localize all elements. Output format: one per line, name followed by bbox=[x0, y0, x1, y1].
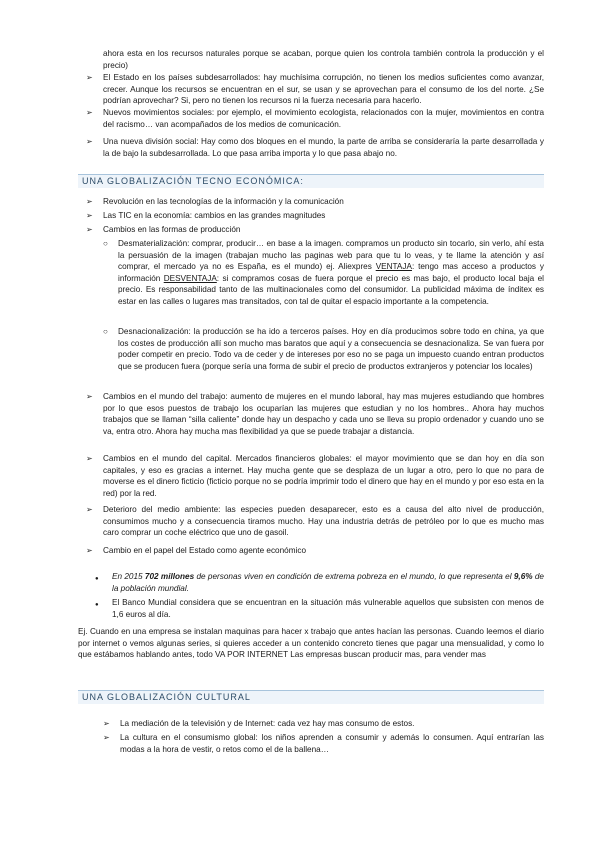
list-item: Deterioro del medio ambiente: las especies pueden desaparecer, esto es a causa del alto nivel de producción, consumimos mucho y a consecuencia tiramos mucho. Hay una industria detrás de petróleo por lo que es mucho mas caro comprar un coche eléctrico que uno de gasoil. bbox=[103, 505, 544, 537]
dot-bullet-icon: ● bbox=[95, 576, 99, 582]
sublist-item: Desmaterialización: comprar, producir… en base a la imagen. compramos un producto sin tocarlo, sin verlo, ahí esta la persuasión de la imagen (trabajan mucho las paginas web para que tu lo veas, y te llame la atención y así comprar, el mercado ya no es España, es el mundo) ej. Aliexpres VENTAJA: tengo mas acceso a productos y información DESVENTAJA: si compramos cosas de fuera porque el precio es mas bajo, el producto local baja el precio. Es responsabilidad tanto de las multinacionales como del consumidor. La publicidad máxima de índitex es estar en las calles o lugares mas transitados, con tal de quitar el espacio importante a la competencia. bbox=[118, 239, 544, 306]
arrow-bullet-icon: ➢ bbox=[86, 137, 93, 146]
arrow-bullet-icon: ➢ bbox=[86, 73, 93, 82]
arrow-bullet-icon: ➢ bbox=[103, 719, 110, 728]
example-paragraph: Ej. Cuando en una empresa se instalan maquinas para hacer x trabajo que antes hacían las personas. Cuando leemos el diario por internet o vemos algunas series, si quieres acceder a un contenido concreto tienes que pagar una mensualidad, y como lo que estábamos hablando antes, todo VA POR INTERNET Las empresas buscan producir mas, para vender mas bbox=[78, 627, 544, 659]
list-item: Cambios en el mundo del capital. Mercados financieros globales: el mayor movimiento que se dan hoy en día son capitales, y eso es gracias a internet. Hay mucha gente que se desplaza de un lugar a otro, pero lo que no para de moverse es el dinero ficticio (ficticio porque no se podría imprimir todo el dinero que hay en el mundo y por eso esta en la red) por la red. bbox=[103, 454, 544, 498]
circle-bullet-icon: ○ bbox=[103, 327, 108, 336]
arrow-bullet-icon: ➢ bbox=[86, 197, 93, 206]
continued-text: ahora esta en los recursos naturales porque se acaban, porque quien los controla también controla la producción y el precio) bbox=[103, 49, 544, 70]
arrow-bullet-icon: ➢ bbox=[103, 733, 110, 742]
arrow-bullet-icon: ➢ bbox=[86, 505, 93, 514]
arrow-bullet-icon: ➢ bbox=[86, 108, 93, 117]
list-item: Una nueva división social: Hay como dos bloques en el mundo, la parte de arriba se consideraría la parte desarrollada y la de bajo la subdesarrollada. Lo que pasa arriba importa y lo que pasa abajo no. bbox=[103, 137, 544, 158]
list-item: Cambios en el mundo del trabajo: aumento de mujeres en el mundo laboral, hay mas mujeres estudiando que hombres por lo que esos puestos de trabajo los ocuparían las mujeres que estudian y no los hombres.. Ahora hay muchos trabajos que se llaman “silla caliente” donde hay un despacho y cada uno se lleva su propio ordenador y cuando uno se va, entra otro. Ahora hay mucha mas flexibilidad ya que se puede trabajar a distancia. bbox=[103, 392, 544, 436]
list-item: La mediación de la televisión y de Internet: cada vez hay mas consumo de estos. bbox=[120, 719, 415, 728]
section-title: UNA GLOBALIZACIÓN TECNO ECONÓMICA: bbox=[82, 176, 304, 186]
circle-bullet-icon: ○ bbox=[103, 239, 108, 248]
section-title: UNA GLOBALIZACIÓN CULTURAL bbox=[82, 692, 251, 702]
list-item: Nuevos movimientos sociales: por ejemplo, el movimiento ecologista, relacionados con la mujer, movimientos en contra del racismo… van acompañados de los medios de comunicación. bbox=[103, 108, 544, 129]
list-item: Las TIC en la economía: cambios en las grandes magnitudes bbox=[103, 211, 326, 220]
arrow-bullet-icon: ➢ bbox=[86, 454, 93, 463]
arrow-bullet-icon: ➢ bbox=[86, 211, 93, 220]
dot-bullet-icon: ● bbox=[95, 602, 99, 608]
section-header-cultural bbox=[78, 690, 544, 704]
section-header-tecno bbox=[78, 174, 544, 188]
sublist-item: Desnacionalización: la producción se ha ido a terceros países. Hoy en día producimos sobre todo en china, ya que los costes de producción allí son mucho mas baratos que aquí y a consecuencia se desnacionaliza. Se van fuera por poder competir en precio. Todo va de ceder y de intereses por eso no se paga un impuesto cuando entran productos que se producen fuera (porque sería una forma de subir el precio de productos extranjeros y potenciar los locales) bbox=[118, 327, 544, 371]
list-item: Cambio en el papel del Estado como agente económico bbox=[103, 546, 306, 555]
arrow-bullet-icon: ➢ bbox=[86, 392, 93, 401]
list-item: La cultura en el consumismo global: los niños aprenden a consumir y además lo consumen. Aquí entrarían las modas a la hora de vestir, o retos como el de la ballena… bbox=[120, 733, 544, 754]
list-item: Revolución en las tecnologías de la información y la comunicación bbox=[103, 197, 344, 206]
list-item: El Estado en los países subdesarrollados: hay muchísima corrupción, no tienen los medios suficientes como avanzar, crecer. Aunque los recursos se encuentran en el sur, se usan y se aprovechan para el consumo de los del norte. ¿Se podrían aprovechar? Si, pero no tienen los recursos ni la fuerza necesaria para hacerlo. bbox=[103, 73, 544, 105]
statistic-note: En 2015 702 millones de personas viven en condición de extrema pobreza en el mundo, lo que representa el 9,6% de la población mundial. bbox=[112, 572, 544, 593]
statistic-note: El Banco Mundial considera que se encuentran en la situación más vulnerable aquellos que subsisten con menos de 1,6 euros al día. bbox=[112, 598, 544, 619]
list-item: Cambios en las formas de producción bbox=[103, 225, 241, 234]
arrow-bullet-icon: ➢ bbox=[86, 546, 93, 555]
arrow-bullet-icon: ➢ bbox=[86, 225, 93, 234]
